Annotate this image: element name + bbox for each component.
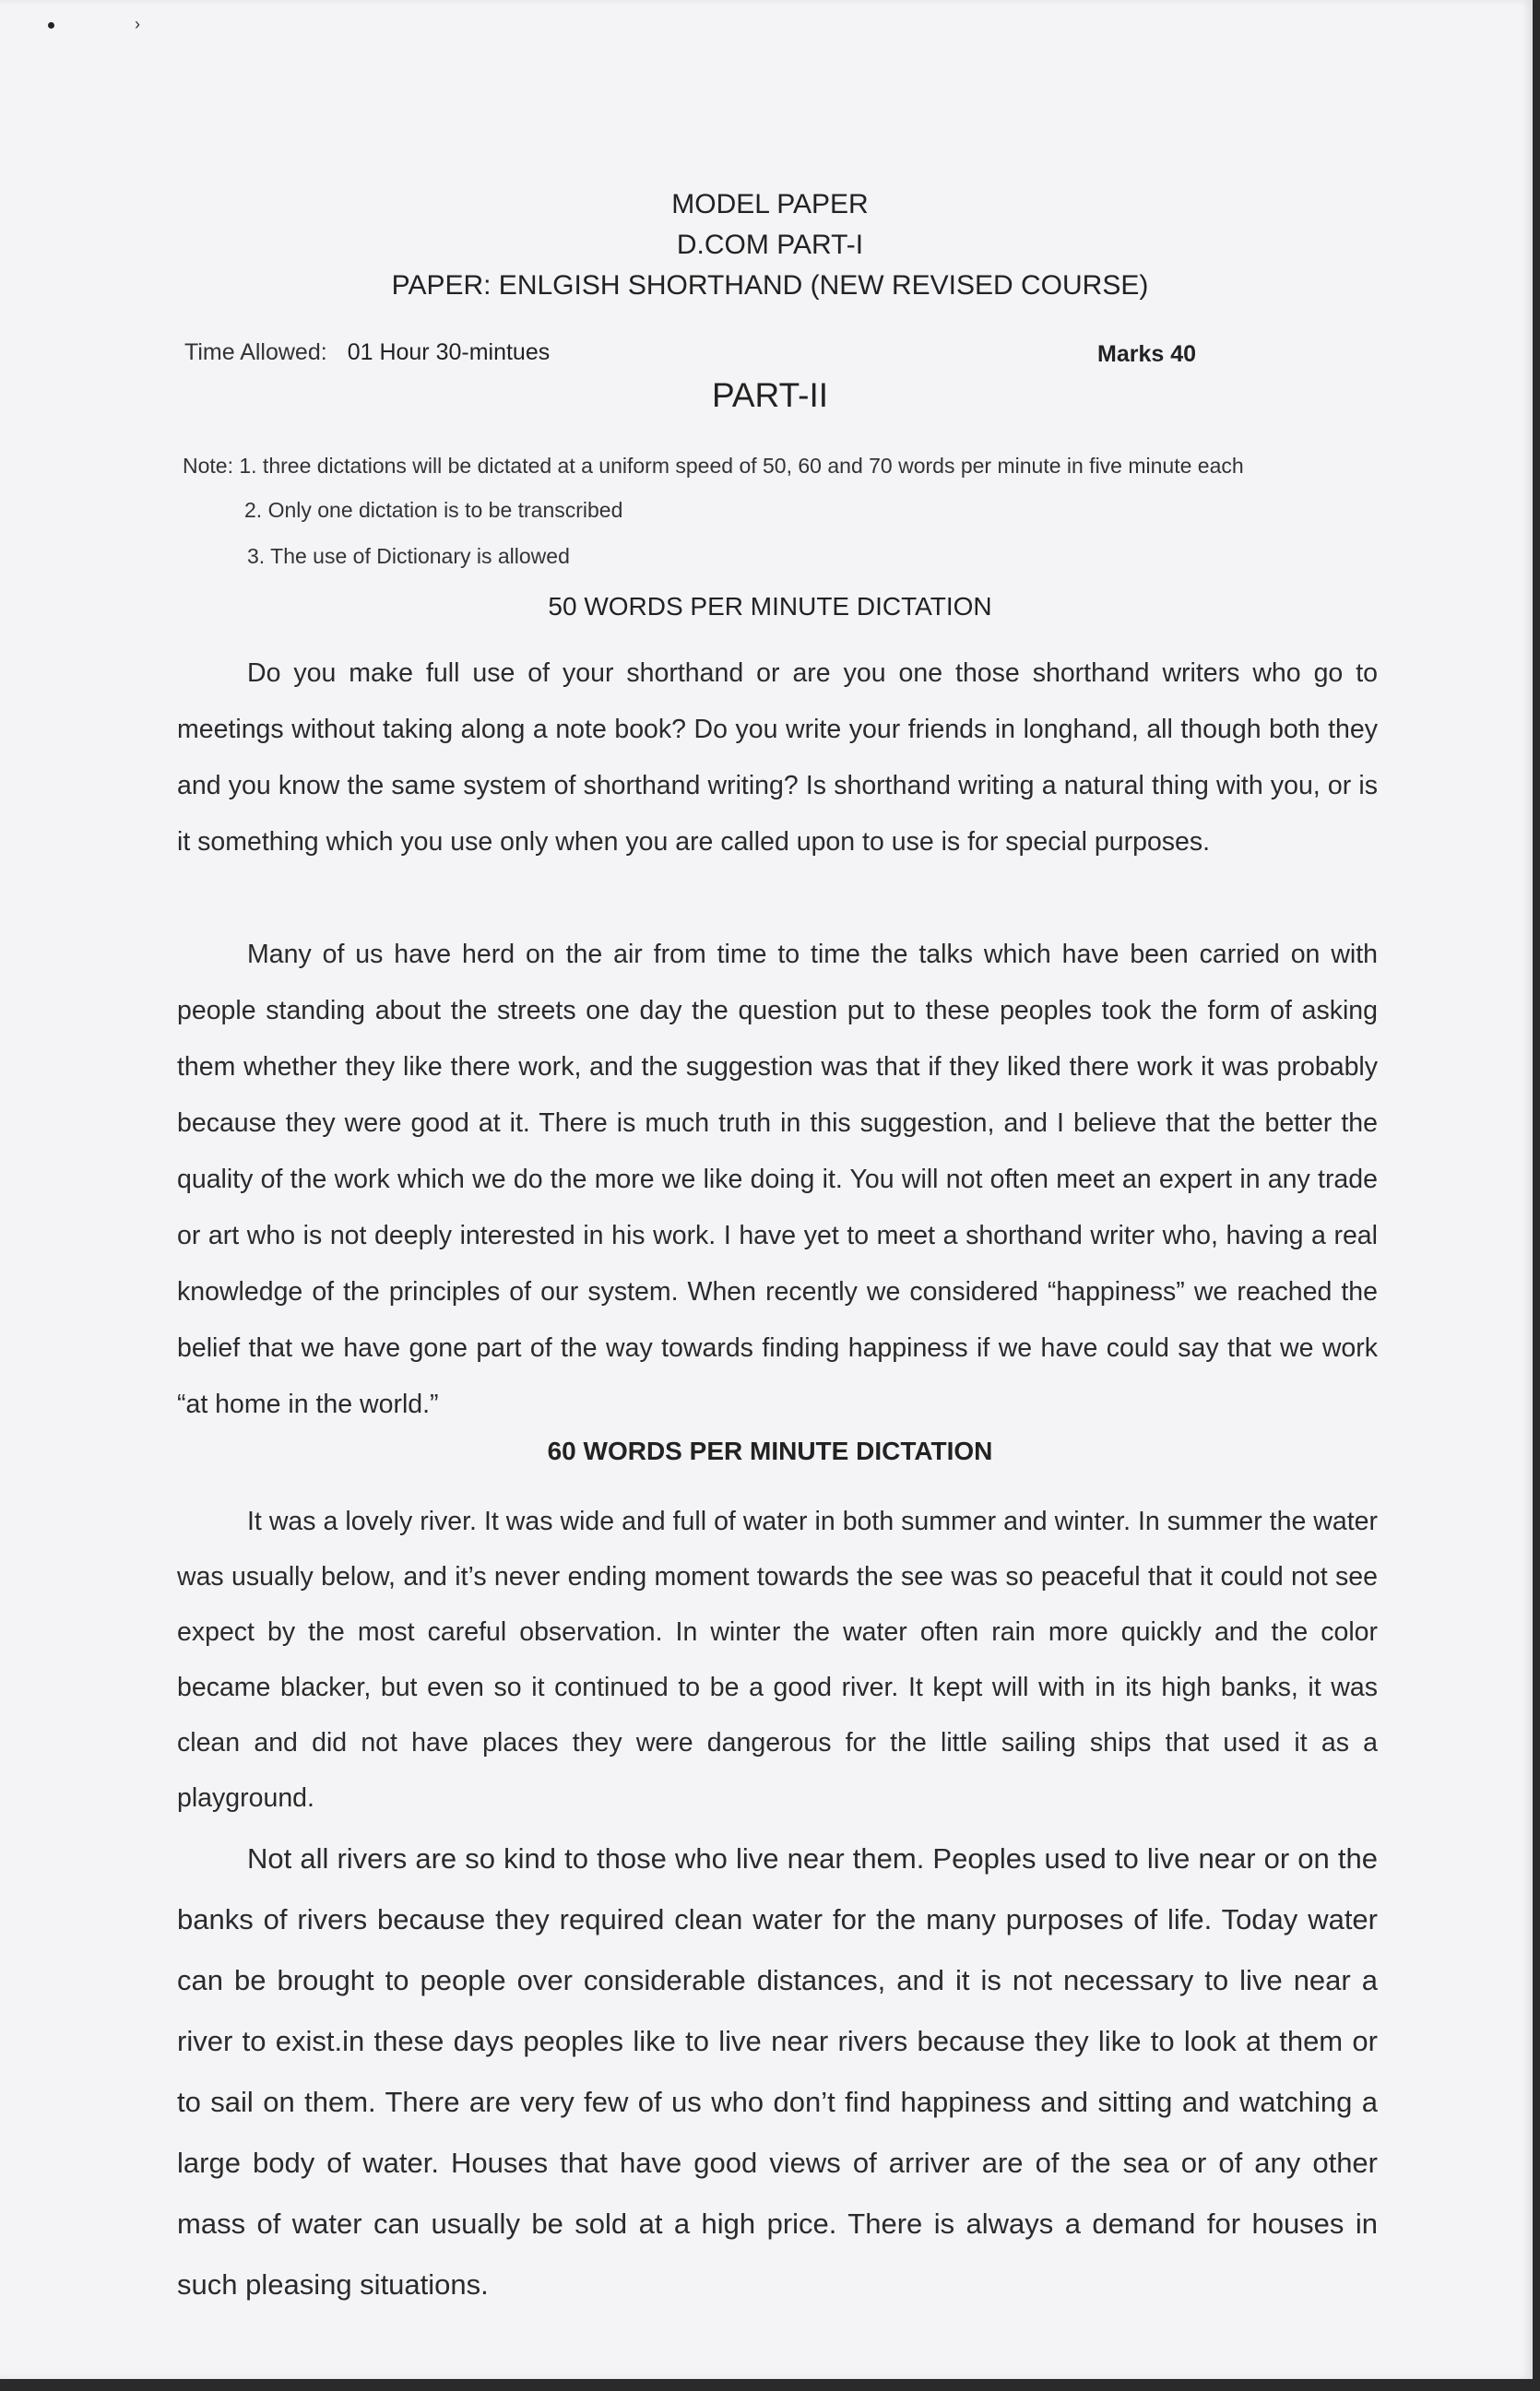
header-paper: PAPER: ENLGISH SHORTHAND (NEW REVISED COURSE) <box>391 270 1149 301</box>
note-2: 2. Only one dictation is to be transcribed <box>244 498 623 522</box>
header-title: MODEL PAPER <box>671 189 869 219</box>
time-label: Time Allowed: <box>184 339 327 365</box>
marks-total: Marks 40 <box>1097 341 1197 367</box>
section-title-50wpm: 50 WORDS PER MINUTE DICTATION <box>548 592 992 621</box>
time-allowed <box>184 339 550 366</box>
header-course: D.COM PART-I <box>676 230 864 260</box>
paragraph-60wpm-2: Not all rivers are so kind to those who live near them. Peoples used to live near or on the banks of rivers because they required clean water for the many purposes of life. Today water can be brought to people over considerable distances, and it is not necessary to live near a river to exist.in these days peoples like to live near rivers because they like to look at them or to sail on them. There are very few of us who don’t find happiness and sitting and watching a large body of water. Houses that have good views of arriver are of the sea or of any other mass of water can usually be sold at a high price. There is always a demand for houses in such pleasing situations. <box>177 1842 1378 2301</box>
part-heading: PART-II <box>711 376 829 414</box>
paragraph-50wpm-1: Do you make full use of your shorthand or are you one those shorthand writers who go to meetings without taking along a note book? Do you write your friends in longhand, all though both they and you know the same system of shorthand writing? Is shorthand writing a natural thing with you, or is it something which you use only when you are called upon to use is for special purposes. <box>177 658 1378 857</box>
section-title-60wpm: 60 WORDS PER MINUTE DICTATION <box>547 1437 993 1465</box>
pen-mark: › <box>135 15 140 33</box>
ink-dot <box>48 22 54 29</box>
note-1: Note: 1. three dictations will be dictated at a uniform speed of 50, 60 and 70 words per minute in five minute each <box>183 454 1244 478</box>
time-value: 01 Hour 30-mintues <box>347 339 551 365</box>
paragraph-50wpm-2: Many of us have herd on the air from time to time the talks which have been carried on with people standing about the streets one day the question put to these peoples took the form of asking them whether they like there work, and the suggestion was that if they liked there work it was probably because they were good at it. There is much truth in this suggestion, and I believe that the better the quality of the work which we do the more we like doing it. You will not often meet an expert in any trade or art who is not deeply interested in his work. I have yet to meet a shorthand writer who, having a real knowledge of the principles of our system. When recently we considered “happiness” we reached the belief that we have gone part of the way towards finding happiness if we have could say that we work “at home in the world.” <box>177 940 1378 1419</box>
paragraph-60wpm-1: It was a lovely river. It was wide and full of water in both summer and winter. In summer the water was usually below, and it’s never ending moment towards the see was so peaceful that it could not see expect by the most careful observation. In winter the water often rain more quickly and the color became blacker, but even so it continued to be a good river. It kept will with in its high banks, it was clean and did not have places they were dangerous for the little sailing ships that used it as a playground. <box>177 1507 1378 1813</box>
note-3: 3. The use of Dictionary is allowed <box>247 544 570 568</box>
